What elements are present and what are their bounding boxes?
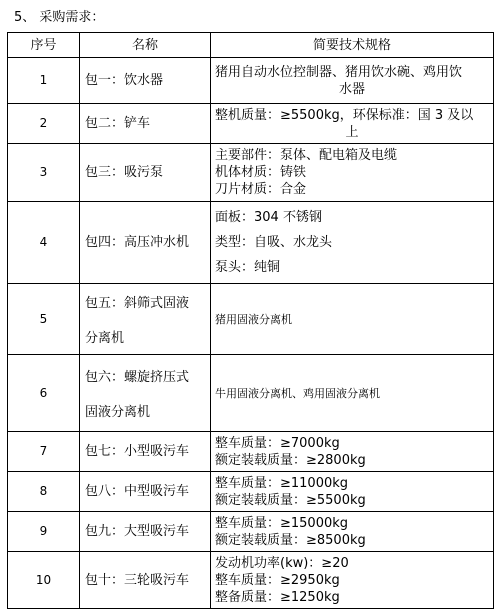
table-row xyxy=(8,432,494,472)
package-name: 包三：吸污泵 xyxy=(80,144,211,202)
spec-cell xyxy=(211,512,494,552)
package-name: 包四：高压冲水机 xyxy=(80,202,211,284)
spec-cell xyxy=(211,144,494,202)
table-row xyxy=(8,58,494,104)
spec-line: 上 xyxy=(345,124,359,140)
package-name: 包一：饮水器 xyxy=(80,58,211,104)
package-name-line: 包五：斜筛式固液 xyxy=(85,296,190,311)
spec-line: 猪用固液分离机 xyxy=(215,312,292,326)
spec-line: 整车质量：≥2950kg xyxy=(215,572,340,588)
spec-line: 额定装载质量：≥8500kg xyxy=(215,532,366,548)
table-row xyxy=(8,202,494,284)
spec-cell xyxy=(211,104,494,144)
package-name: 包八：中型吸污车 xyxy=(80,472,211,512)
package-name: 包十：三轮吸污车 xyxy=(80,552,211,609)
spec-line: 机体材质：铸铁 xyxy=(215,165,307,180)
table-header-row xyxy=(8,33,494,58)
package-name: 包七：小型吸污车 xyxy=(80,432,211,472)
section-heading: 5、 采购需求： xyxy=(14,10,105,25)
spec-line: 刀片材质：合金 xyxy=(215,182,307,197)
package-name: 包二：铲车 xyxy=(80,104,211,144)
row-number: 4 xyxy=(8,202,80,284)
spec-line: 主要部件：泵体、配电箱及电缆 xyxy=(215,148,398,163)
spec-cell xyxy=(211,472,494,512)
spec-line: 牛用固液分离机、鸡用固液分离机 xyxy=(215,386,380,400)
package-name-line: 固液分离机 xyxy=(85,405,151,420)
spec-line: 面板：304 不锈钢 xyxy=(215,210,322,225)
header-name: 名称 xyxy=(80,33,211,58)
spec-line: 整机质量：≥5500kg，环保标准：国 3 及以 xyxy=(215,107,474,123)
header-no: 序号 xyxy=(8,33,80,58)
spec-cell xyxy=(211,202,494,284)
table-row xyxy=(8,104,494,144)
spec-cell xyxy=(211,58,494,104)
row-number: 6 xyxy=(8,355,80,432)
row-number: 10 xyxy=(8,552,80,609)
spec-line: 发动机功率(kw)：≥20 xyxy=(215,555,349,571)
table-row xyxy=(8,512,494,552)
spec-line: 整车质量：≥7000kg xyxy=(215,435,340,451)
spec-line: 整车质量：≥15000kg xyxy=(215,515,349,531)
row-number: 2 xyxy=(8,104,80,144)
header-spec: 简要技术规格 xyxy=(211,33,494,58)
package-name-line: 分离机 xyxy=(85,331,125,346)
table-row xyxy=(8,284,494,355)
row-number: 1 xyxy=(8,58,80,104)
row-number: 7 xyxy=(8,432,80,472)
spec-cell xyxy=(211,552,494,609)
spec-line: 额定装载质量：≥5500kg xyxy=(215,492,366,508)
spec-cell xyxy=(211,284,494,355)
spec-cell xyxy=(211,432,494,472)
procurement-table xyxy=(7,32,494,609)
table-row xyxy=(8,355,494,432)
table-row xyxy=(8,144,494,202)
spec-line: 猪用自动水位控制器、猪用饮水碗、鸡用饮 xyxy=(215,64,463,80)
package-name xyxy=(80,284,211,355)
spec-line: 整备质量：≥1250kg xyxy=(215,589,340,605)
spec-line: 整车质量：≥11000kg xyxy=(215,475,349,491)
spec-line: 额定装载质量：≥2800kg xyxy=(215,452,366,468)
spec-cell xyxy=(211,355,494,432)
package-name xyxy=(80,355,211,432)
package-name: 包九：大型吸污车 xyxy=(80,512,211,552)
row-number: 9 xyxy=(8,512,80,552)
row-number: 3 xyxy=(8,144,80,202)
table-row xyxy=(8,472,494,512)
spec-line: 泵头：纯铜 xyxy=(215,260,281,275)
table-row xyxy=(8,552,494,609)
spec-line: 类型：自吸、水龙头 xyxy=(215,235,333,250)
row-number: 5 xyxy=(8,284,80,355)
package-name-line: 包六：螺旋挤压式 xyxy=(85,370,190,385)
row-number: 8 xyxy=(8,472,80,512)
spec-line: 水器 xyxy=(338,81,365,97)
